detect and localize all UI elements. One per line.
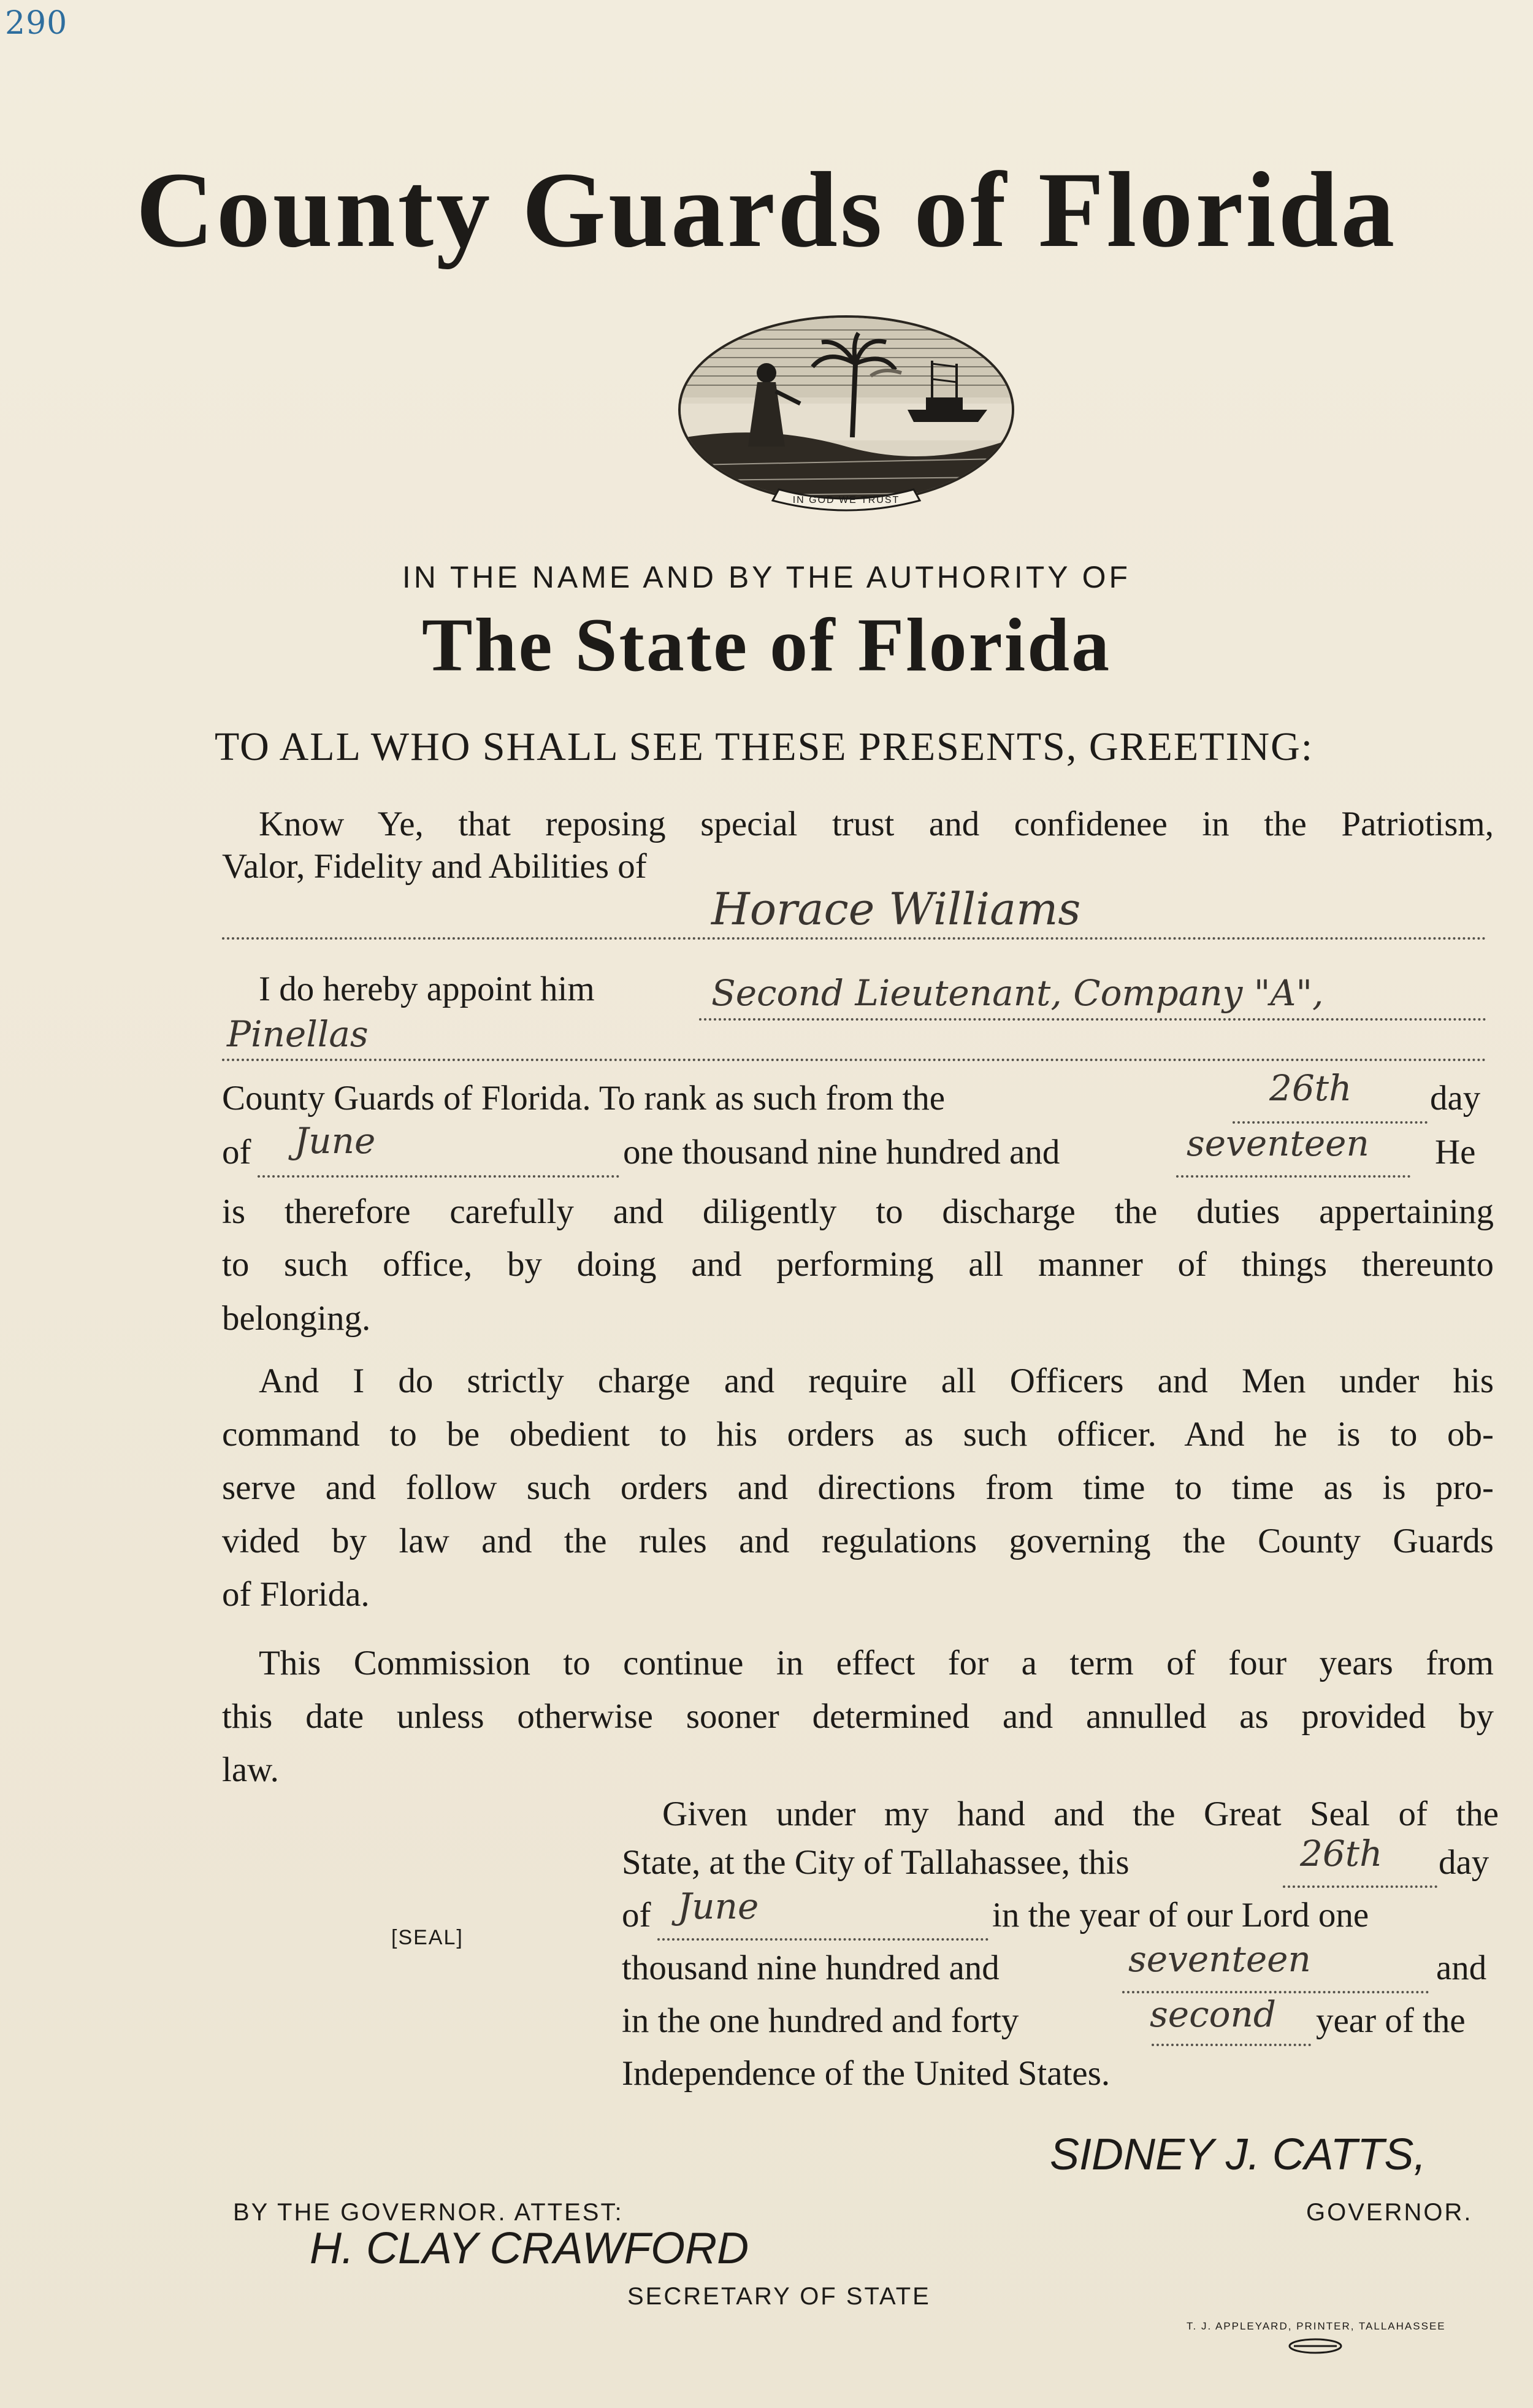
duties-line-1: is therefore carefully and diligently to discharge the duties appertaining (222, 1192, 1494, 1231)
month-line-prefix: of (222, 1133, 251, 1171)
month-value: June (294, 1120, 376, 1162)
given-line3-suffix: in the year of our Lord one (992, 1896, 1369, 1934)
para1-line1: Know Ye, that reposing special trust and confidenee in the Patriotism, (259, 805, 1494, 843)
name-fill-line (222, 937, 1486, 940)
given-line4-prefix: thousand nine hundred and (622, 1949, 1000, 1987)
page-number: 290 (5, 5, 68, 42)
given-line4-suffix: and (1436, 1949, 1487, 1987)
para2-line-5: of Florida. (222, 1575, 370, 1614)
governor-title: GOVERNOR. (1306, 2199, 1473, 2226)
printer-mark: T. J. APPLEYARD, PRINTER, TALLAHASSEE (1187, 2320, 1446, 2332)
given-year-value: seventeen (1128, 1938, 1311, 1980)
duties-line-3: belonging. (222, 1299, 371, 1338)
authority-line: IN THE NAME AND BY THE AUTHORITY OF (402, 560, 1131, 594)
state-title: The State of Florida (421, 603, 1112, 687)
state-seal-emblem-icon (668, 305, 1024, 520)
given-line-6: Independence of the United States. (622, 2054, 1111, 2093)
given-line2-suffix: day (1439, 1843, 1489, 1882)
given-ordinal-value: second (1150, 1993, 1276, 2035)
given-line5-suffix: year of the (1316, 2001, 1466, 2040)
printer-union-bug-icon (1288, 2338, 1343, 2354)
month-line-middle: one thousand nine hundred and (623, 1133, 1060, 1171)
secretary-title: SECRETARY OF STATE (627, 2283, 931, 2310)
para3-line-3: law. (222, 1750, 279, 1789)
para1-line2: Valor, Fidelity and Abilities of (222, 847, 647, 886)
given-line2-prefix: State, at the City of Tallahassee, this (622, 1843, 1130, 1882)
appointee-name: Horace Williams (711, 883, 1081, 935)
given-line3-prefix: of (622, 1896, 651, 1934)
month-line-suffix: He (1435, 1133, 1476, 1171)
governor-name: SIDNEY J. CATTS, (1050, 2130, 1426, 2179)
para2-line-1: And I do strictly charge and require all Officers and Men under his (259, 1362, 1494, 1400)
month-fill-line (258, 1175, 619, 1178)
given-line5-prefix: in the one hundred and forty (622, 2001, 1019, 2040)
given-month-value: June (678, 1885, 759, 1927)
given-month-fill-line (657, 1938, 988, 1941)
document-title: County Guards of Florida (136, 150, 1397, 270)
county-fill-line (222, 1059, 1486, 1061)
appoint-prefix: I do hereby appoint him (259, 970, 595, 1008)
para2-line-2: command to be obedient to his orders as such officer. And he is to ob- (222, 1415, 1494, 1454)
secretary-name: H. CLAY CRAWFORD (310, 2224, 749, 2273)
given-day-fill-line (1283, 1885, 1437, 1888)
seal-motto: IN GOD WE TRUST (792, 495, 900, 505)
para2-line-4: vided by law and the rules and regulations governing the County Guards (222, 1522, 1494, 1560)
para3-line-1: This Commission to continue in effect for a term of four years from (259, 1644, 1494, 1682)
given-day-value: 26th (1300, 1833, 1383, 1874)
year-value: seventeen (1187, 1122, 1369, 1164)
duties-line-2: to such office, by doing and performing all manner of things thereunto (222, 1245, 1494, 1284)
given-ordinal-fill-line (1152, 2044, 1311, 2046)
seal-label: [SEAL] (391, 1926, 464, 1949)
rank-fill-line (699, 1018, 1486, 1021)
greeting: TO ALL WHO SHALL SEE THESE PRESENTS, GREETING: (215, 724, 1314, 769)
para3-line-2: this date unless otherwise sooner determined and annulled as provided by (222, 1697, 1494, 1736)
rank-line-prefix: County Guards of Florida. To rank as such from the (222, 1079, 946, 1118)
given-line-1: Given under my hand and the Great Seal of the (662, 1795, 1499, 1833)
appointment-rank: Second Lieutenant, Company "A", (711, 972, 1324, 1014)
year-fill-line (1176, 1175, 1410, 1178)
rank-line-suffix: day (1430, 1079, 1481, 1118)
para2-line-3: serve and follow such orders and directions from time to time as is pro- (222, 1468, 1494, 1507)
rank-day-value: 26th (1269, 1067, 1352, 1109)
attest-label: BY THE GOVERNOR. ATTEST: (233, 2199, 624, 2226)
appointment-county: Pinellas (227, 1013, 369, 1055)
